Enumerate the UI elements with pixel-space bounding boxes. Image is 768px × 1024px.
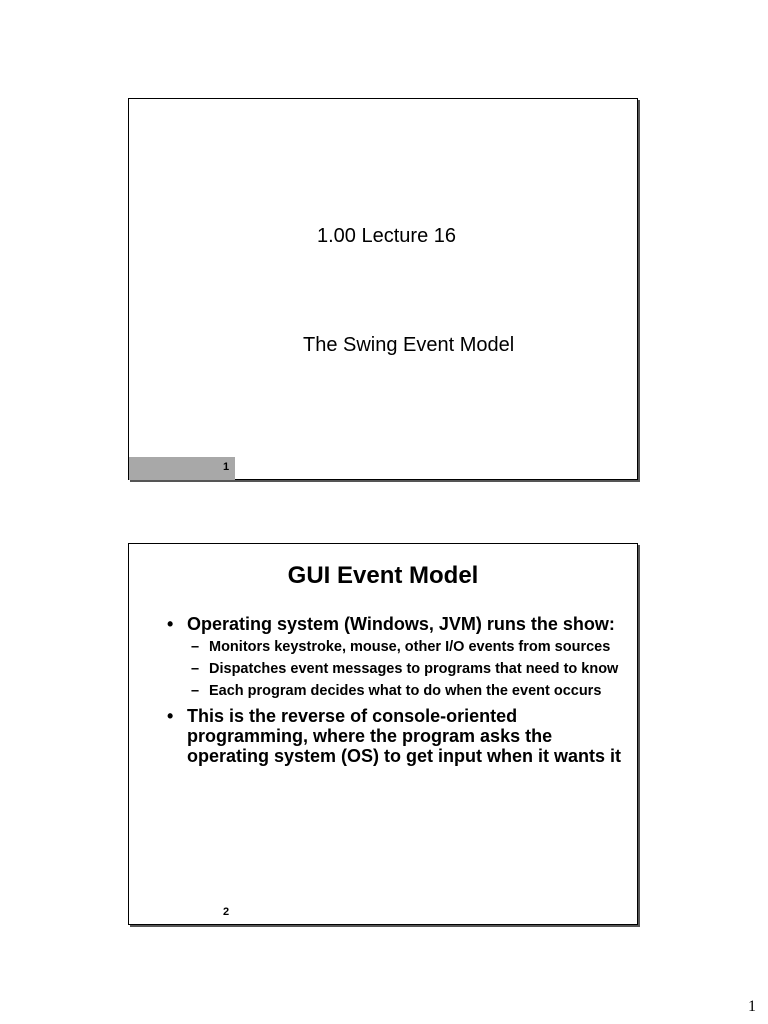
slide-1-title: 1.00 Lecture 16 <box>317 225 456 247</box>
slide-2-number: 2 <box>223 906 230 918</box>
sub-bullet-list <box>187 638 625 700</box>
dash-icon: – <box>191 639 200 655</box>
bullet-icon: • <box>167 706 174 726</box>
slide-1-number: 1 <box>223 461 230 473</box>
dash-icon: – <box>191 683 200 699</box>
sub-bullet-item <box>187 682 625 700</box>
sub-bullet-text: Each program decides what to do when the event occurs <box>209 683 602 699</box>
sub-bullet-item <box>187 660 625 678</box>
sub-bullet-item <box>187 638 625 656</box>
bullet-icon: • <box>167 614 174 634</box>
slide-2 <box>128 543 638 925</box>
sub-bullet-text: Dispatches event messages to programs that need to know <box>209 661 619 677</box>
slide-1-subtitle: The Swing Event Model <box>303 334 515 356</box>
bullet-text: This is the reverse of console-oriented programming, where the program asks the operating system (OS) to get input when it wants it <box>187 706 622 766</box>
sub-bullet-text: Monitors keystroke, mouse, other I/O events from sources <box>209 639 611 655</box>
slide-1-footer-bar <box>129 457 235 480</box>
bullet-text: Operating system (Windows, JVM) runs the show: <box>187 614 615 634</box>
slide-2-heading: GUI Event Model <box>287 562 479 589</box>
bullet-item <box>165 706 625 766</box>
bullet-item <box>165 614 625 700</box>
slide-1 <box>128 98 638 480</box>
slide-2-bullet-list <box>165 614 625 770</box>
page-number: 1 <box>748 998 756 1015</box>
dash-icon: – <box>191 661 200 677</box>
